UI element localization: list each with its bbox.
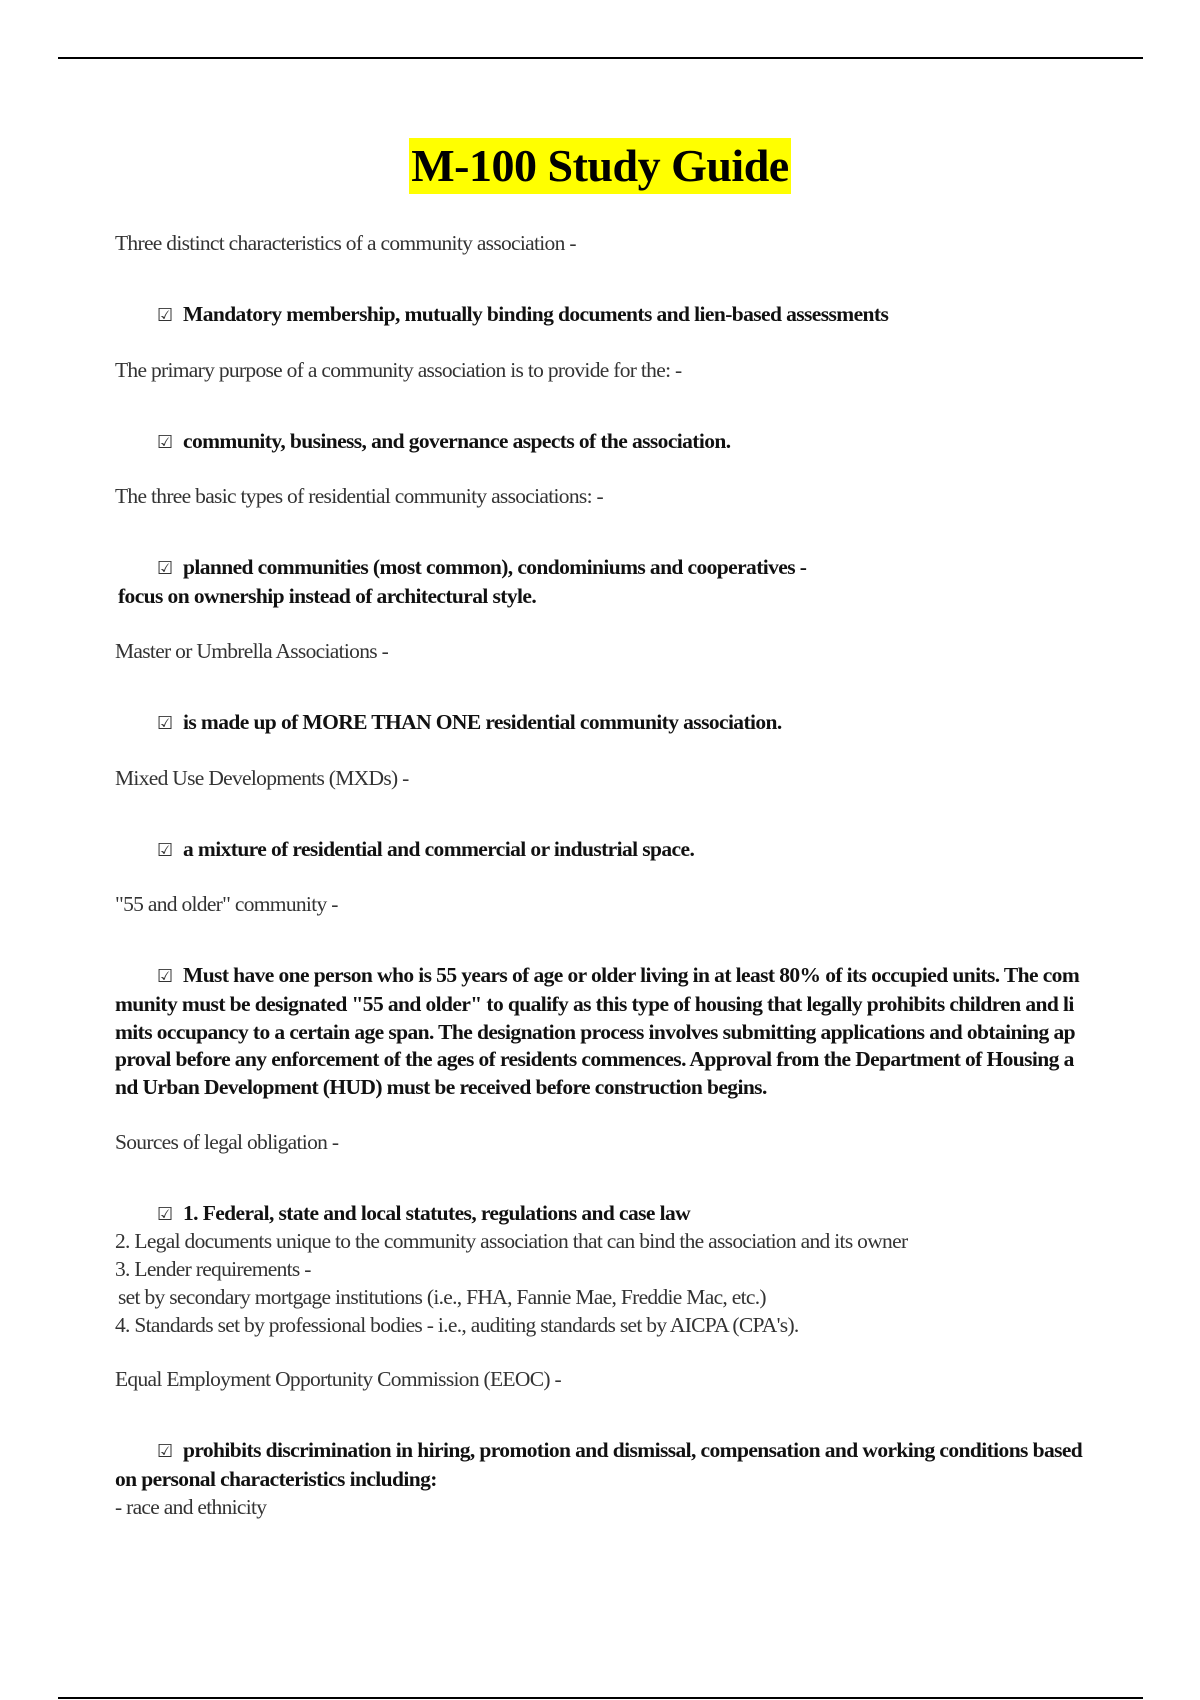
answer [115, 709, 1085, 738]
answer-text: planned communities (most common), condominiums and cooperatives - [183, 555, 807, 580]
question: Equal Employment Opportunity Commission (EEOC) - [115, 1367, 561, 1392]
answer-text: is made up of MORE THAN ONE residential community association. [183, 709, 782, 734]
question: Mixed Use Developments (MXDs) - [115, 765, 409, 790]
answer [115, 1437, 1085, 1521]
answer-text: prohibits discrimination in hiring, promotion and dismissal, compensation and working conditions based on personal characteristics including: [115, 1438, 1083, 1491]
bottom-rule [58, 1697, 1143, 1699]
answer [115, 962, 1085, 1102]
answer-text: 1. Federal, state and local statutes, regulations and case law [183, 1200, 691, 1225]
checkbox-checked-icon: ☑ [157, 839, 173, 861]
checkbox-checked-icon: ☑ [157, 1203, 173, 1225]
checkbox-checked-icon: ☑ [157, 1441, 173, 1463]
answer-text: community, business, and governance aspects of the association. [183, 428, 731, 453]
answer [115, 301, 1085, 330]
title-container [0, 138, 1200, 194]
answer [115, 428, 1085, 457]
answer-line: 4. Standards set by professional bodies - i.e., auditing standards set by AICPA (CPA's). [115, 1312, 799, 1337]
study-guide-content [115, 230, 1085, 1521]
answer-line: set by secondary mortgage institutions (i.e., FHA, Fannie Mae, Freddie Mac, etc.) [118, 1284, 766, 1309]
question: "55 and older" community - [115, 892, 338, 917]
question: The three basic types of residential community associations: - [115, 484, 603, 509]
answer [115, 554, 1085, 610]
page-title: M-100 Study Guide [409, 138, 790, 194]
answer [115, 836, 1085, 865]
question: Master or Umbrella Associations - [115, 638, 389, 663]
checkbox-checked-icon: ☑ [157, 431, 173, 453]
checkbox-checked-icon: ☑ [157, 712, 173, 734]
answer-line: - race and ethnicity [115, 1494, 267, 1519]
answer-line: 3. Lender requirements - [115, 1257, 311, 1282]
answer-text: Mandatory membership, mutually binding documents and lien-based assessments [183, 302, 889, 326]
answer-text: a mixture of residential and commercial or industrial space. [183, 836, 695, 861]
checkbox-checked-icon: ☑ [157, 305, 173, 326]
checkbox-checked-icon: ☑ [157, 966, 173, 988]
top-rule [58, 57, 1143, 59]
question: The primary purpose of a community association is to provide for the: - [115, 357, 682, 382]
answer-continuation: focus on ownership instead of architectural style. [118, 584, 537, 609]
question: Three distinct characteristics of a community association - [115, 231, 576, 255]
answer-text: Must have one person who is 55 years of age or older living in at least 80% of its occupied units. The community must be designated "55 and older" to qualify as this type of housing that legally prohibits children and limits occupancy to a certain age span. The designation process involves submitting applications and obtaining approval before any enforcement of the ages of residents commences. Approval from the Department of Housing and Urban Development (HUD) must be received before construction begins. [115, 963, 1080, 1100]
checkbox-checked-icon: ☑ [157, 558, 173, 580]
answer-line: 2. Legal documents unique to the community association that can bind the association and its owner [115, 1229, 908, 1254]
answer [115, 1200, 1085, 1340]
question: Sources of legal obligation - [115, 1129, 339, 1154]
